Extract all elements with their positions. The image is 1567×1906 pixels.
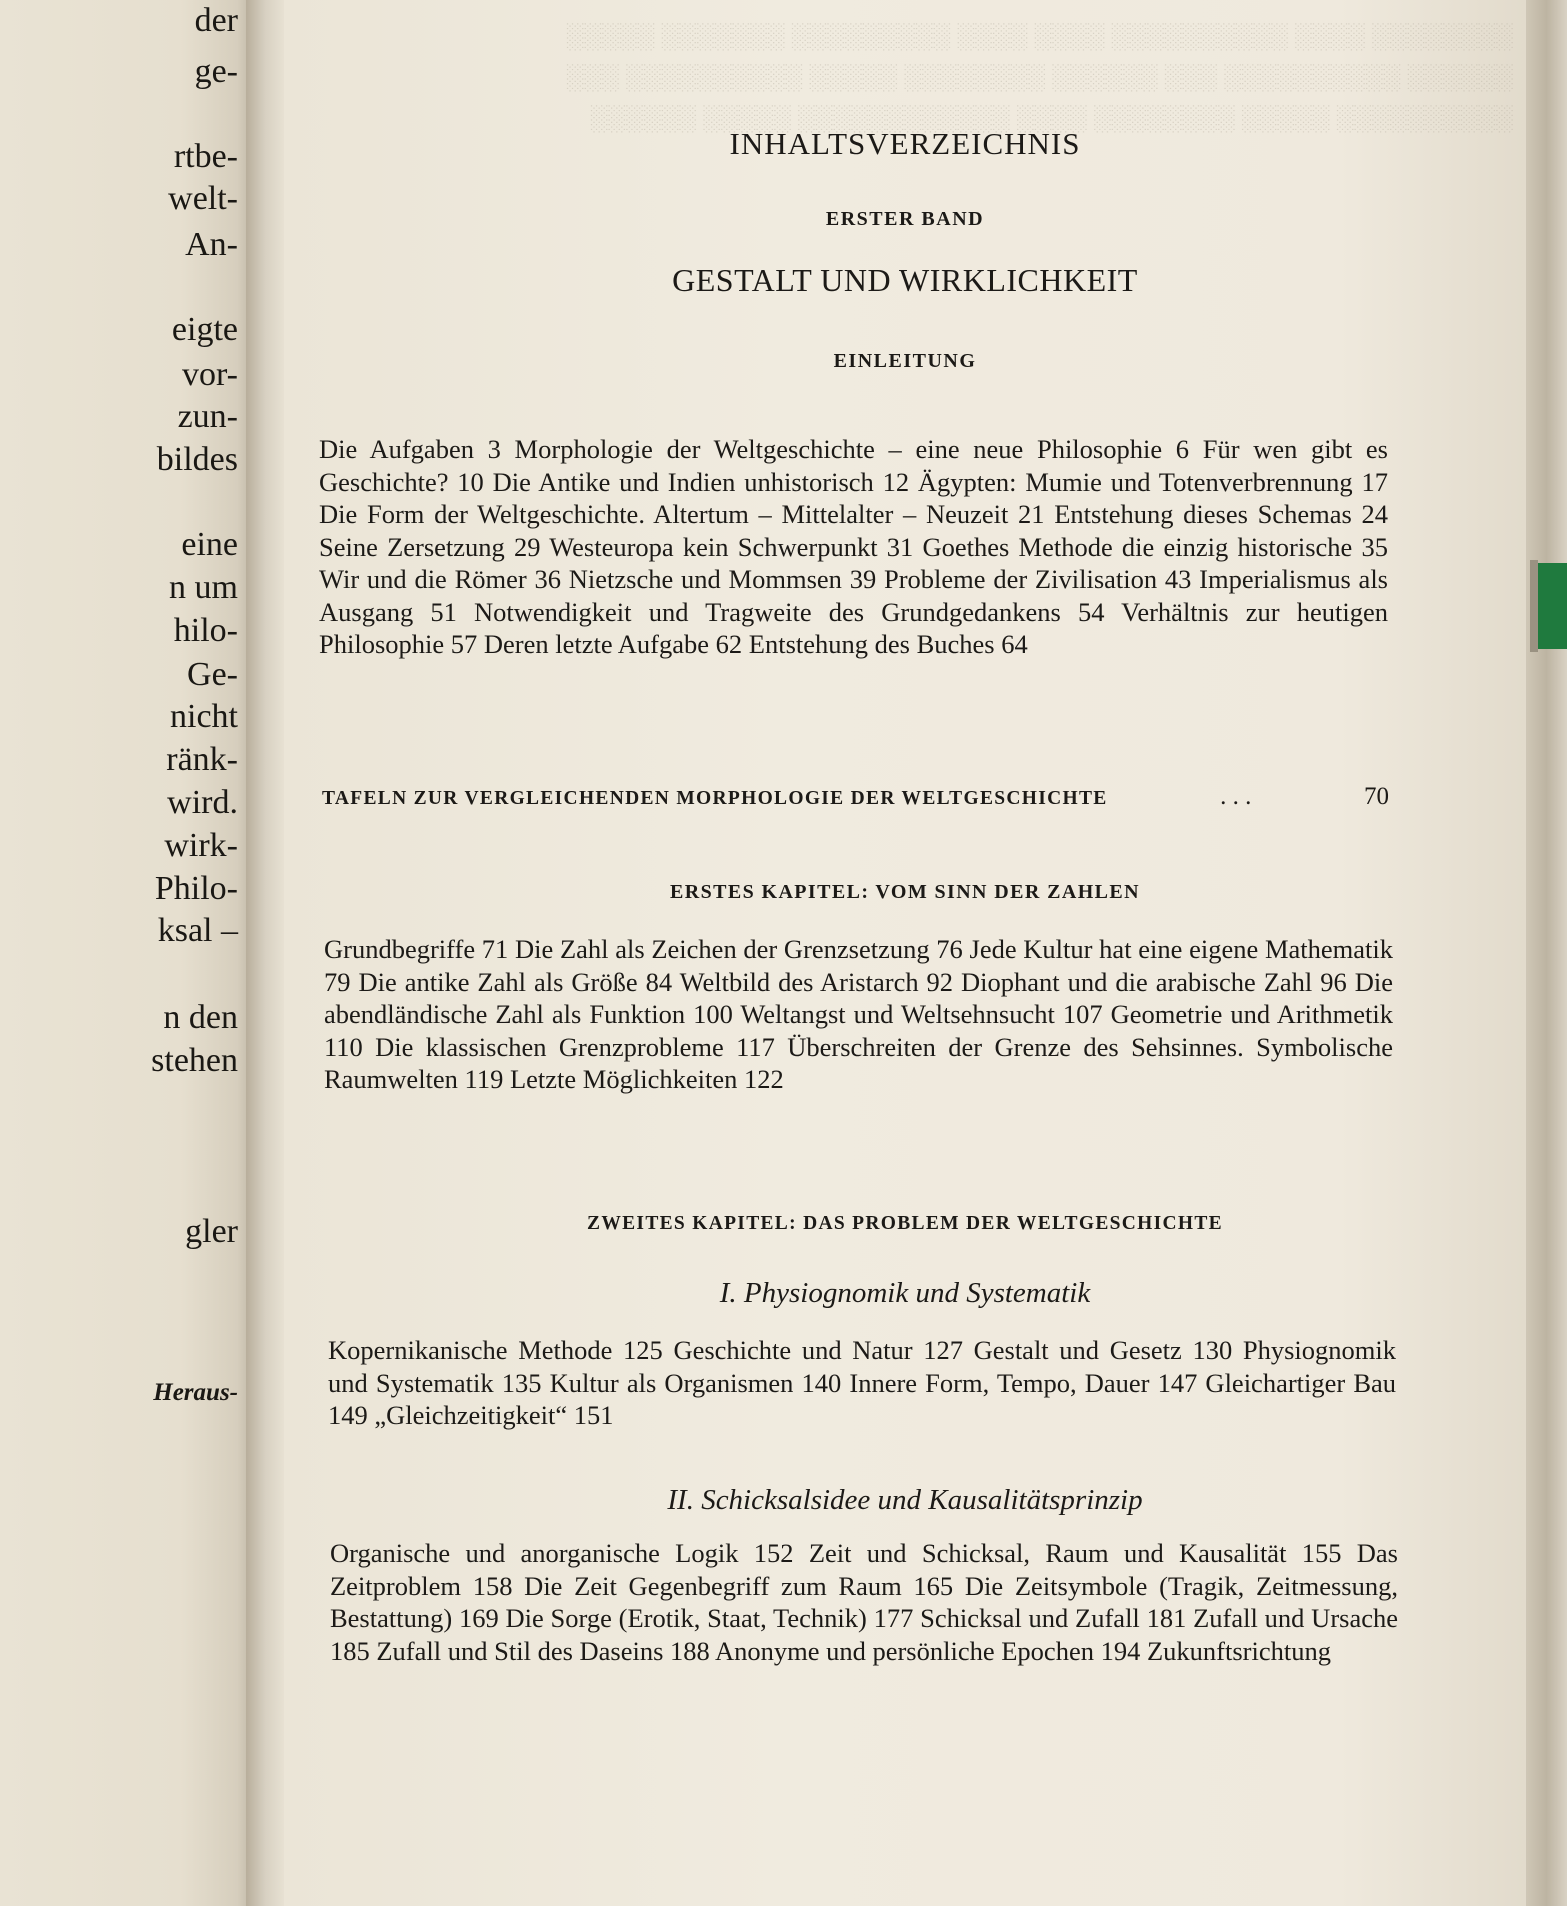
left-page — [0, 0, 258, 1906]
left-page-line-fragment: eine — [181, 526, 238, 563]
left-page-line-fragment: der — [194, 2, 238, 39]
bookmark-shadow — [1530, 560, 1538, 652]
chapter-1-heading: ERSTES KAPITEL: VOM SINN DER ZAHLEN — [670, 881, 1140, 903]
left-page-line-fragment: eigte — [171, 311, 238, 348]
tafeln-entry — [322, 783, 1389, 811]
left-page-line-fragment: vor- — [182, 356, 238, 393]
volume-label: ERSTER BAND — [825, 208, 985, 230]
left-page-line-fragment: n den — [163, 999, 238, 1036]
volume-title: GESTALT UND WIRKLICHKEIT — [672, 262, 1138, 298]
left-page-line-fragment: wirk- — [164, 827, 238, 864]
left-page-line-fragment: An- — [185, 226, 238, 263]
left-page-line-fragment: Philo- — [154, 870, 238, 907]
section-2-title: II. Schicksalsidee und Kausalitätsprinzip — [667, 1484, 1143, 1516]
left-page-line-fragment: Ge- — [187, 656, 238, 693]
tafeln-leader: . . . — [1220, 783, 1252, 810]
einleitung-heading: EINLEITUNG — [833, 350, 977, 372]
section-1-entries: Kopernikanische Methode 125 Geschichte und Natur 127 Gestalt und Gesetz 130 Physiognomik und Systematik 135 Kultur als Organismen 140 Innere Form, Tempo, Dauer 147 Gleichartiger Bau 149 „Gleichzeitigkeit“ 151 — [328, 1335, 1396, 1430]
left-page-line-fragment: nicht — [170, 698, 238, 735]
left-page-line-fragment: hilo- — [173, 612, 238, 649]
left-page-line-fragment: ränk- — [166, 741, 238, 778]
left-page-line-fragment: rtbe- — [173, 138, 238, 175]
left-page-line-fragment: welt- — [168, 180, 238, 217]
left-page-line-fragment: bildes — [156, 441, 238, 478]
left-page-line-fragment: stehen — [151, 1042, 238, 1079]
show-through-texture: ░░░░░░░░ ░░░░ ░░░░░░░░░░ ░░░░ ░░░░ ░░░░░░░░░ ░░░░░░░ ░░░░░ ░░░░░░ ░░░░░░░░░░ ░░░ ░░░░░░ ░░░░░░░░ ░░░░░ ░░░░░░░░░░ ░░░ ░░░░░░░░░░ ░░░░░ ░░░░░░░░ ░░░░ ░░░░░░░░░░░░ ░░░░░ ░░░░░░ — [566, 23, 1514, 132]
left-page-line-fragment: Heraus- — [153, 1379, 238, 1406]
left-page-line-fragment: gler — [185, 1213, 238, 1250]
left-page-line-fragment: wird. — [167, 784, 238, 821]
section-1-title: I. Physiognomik und Systematik — [719, 1277, 1091, 1309]
toc-title: INHALTSVERZEICHNIS — [729, 126, 1081, 161]
tafeln-label: TAFELN ZUR VERGLEICHENDEN MORPHOLOGIE DER WELTGESCHICHTE — [322, 788, 1108, 809]
einleitung-entries: Die Aufgaben 3 Morphologie der Weltgeschichte – eine neue Philosophie 6 Für wen gibt es Geschichte? 10 Die Antike und Indien unhistorisch 12 Ägypten: Mumie und Totenverbrennung 17 Die Form der Weltgeschichte. Altertum – Mittelalter – Neuzeit 21 Entstehung dieses Schemas 24 Seine Zersetzung 29 Westeuropa kein Schwerpunkt 31 Goethes Methode die einzig historische 35 Wir und die Römer 36 Nietzsche und Mommsen 39 Probleme der Zivilisation 43 Imperialismus als Ausgang 51 Notwendigkeit und Tragweite des Grundgedankens 54 Verhältnis zur heutigen Philosophie 57 Deren letzte Aufgabe 62 Entstehung des Buches 64 — [319, 434, 1388, 659]
chapter-1-entries: Grundbegriffe 71 Die Zahl als Zeichen der Grenzsetzung 76 Jede Kultur hat eine eigene Mathematik 79 Die antike Zahl als Größe 84 Weltbild des Aristarch 92 Diophant und die arabische Zahl 96 Die abendländische Zahl als Funktion 100 Weltangst und Weltsehnsucht 107 Geometrie und Arithmetik 110 Die klassischen Grenzprobleme 117 Überschreiten der Grenze des Sehsinnes. Symbolische Raumwelten 119 Letzte Möglichkeiten 122 — [324, 934, 1393, 1094]
page-stack-edge — [1526, 0, 1567, 1906]
green-bookmark-ribbon — [1538, 563, 1567, 649]
chapter-2-heading: ZWEITES KAPITEL: DAS PROBLEM DER WELTGESCHICHTE — [587, 1213, 1223, 1234]
left-page-line-fragment: zun- — [177, 398, 238, 435]
left-page-line-fragment: ge- — [194, 53, 238, 90]
left-page-line-fragment: n um — [169, 569, 238, 606]
tafeln-page-number: 70 — [1363, 783, 1389, 810]
section-2-entries: Organische und anorganische Logik 152 Zeit und Schicksal, Raum und Kausalität 155 Das Zeitproblem 158 Die Zeit Gegenbegriff zum Raum 165 Die Zeitsymbole (Tragik, Zeitmessung, Bestattung) 169 Die Sorge (Erotik, Staat, Technik) 177 Schicksal und Zufall 181 Zufall und Ursache 185 Zufall und Stil des Daseins 188 Anonyme und persönliche Epochen 194 Zukunftsrichtung — [330, 1538, 1398, 1666]
right-page — [284, 0, 1526, 1906]
left-page-line-fragment: ksal – — [157, 912, 238, 949]
